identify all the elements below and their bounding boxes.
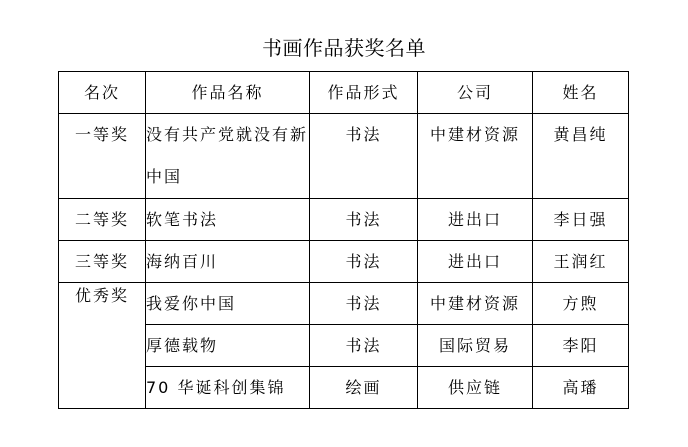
form-cell: 书法 [310, 325, 418, 367]
form-cell: 书法 [310, 199, 418, 241]
name-cell: 李日强 [533, 199, 629, 241]
header-name: 姓名 [533, 72, 629, 114]
name-cell: 方煦 [533, 283, 629, 325]
header-form: 作品形式 [310, 72, 418, 114]
work-cell: 厚德载物 [146, 325, 310, 367]
header-work: 作品名称 [146, 72, 310, 114]
work-cell: 我爱你中国 [146, 283, 310, 325]
company-cell: 中建材资源 [418, 114, 533, 199]
header-rank: 名次 [59, 72, 146, 114]
header-company: 公司 [418, 72, 533, 114]
rank-cell: 一等奖 [59, 114, 146, 199]
name-cell: 王润红 [533, 241, 629, 283]
form-cell: 书法 [310, 283, 418, 325]
table-row [59, 241, 629, 283]
company-cell: 进出口 [418, 199, 533, 241]
rank-cell: 三等奖 [59, 241, 146, 283]
work-cell: 软笔书法 [146, 199, 310, 241]
company-cell: 中建材资源 [418, 283, 533, 325]
work-cell: 海纳百川 [146, 241, 310, 283]
form-cell: 书法 [310, 114, 418, 199]
form-cell: 书法 [310, 241, 418, 283]
table-row [59, 283, 629, 325]
work-cell: 70 华诞科创集锦 [146, 367, 310, 409]
company-cell: 进出口 [418, 241, 533, 283]
rank-cell: 二等奖 [59, 199, 146, 241]
name-cell: 高璠 [533, 367, 629, 409]
work-cell: 没有共产党就没有新中国 [146, 114, 310, 199]
form-cell: 绘画 [310, 367, 418, 409]
table-row [59, 114, 629, 199]
document-title: 书画作品获奖名单 [262, 36, 426, 60]
award-table [58, 71, 629, 409]
name-cell: 黄昌纯 [533, 114, 629, 199]
name-cell: 李阳 [533, 325, 629, 367]
rank-cell-merged: 优秀奖 [59, 283, 146, 409]
company-cell: 供应链 [418, 367, 533, 409]
table-row [59, 199, 629, 241]
header-row [59, 72, 629, 114]
company-cell: 国际贸易 [418, 325, 533, 367]
